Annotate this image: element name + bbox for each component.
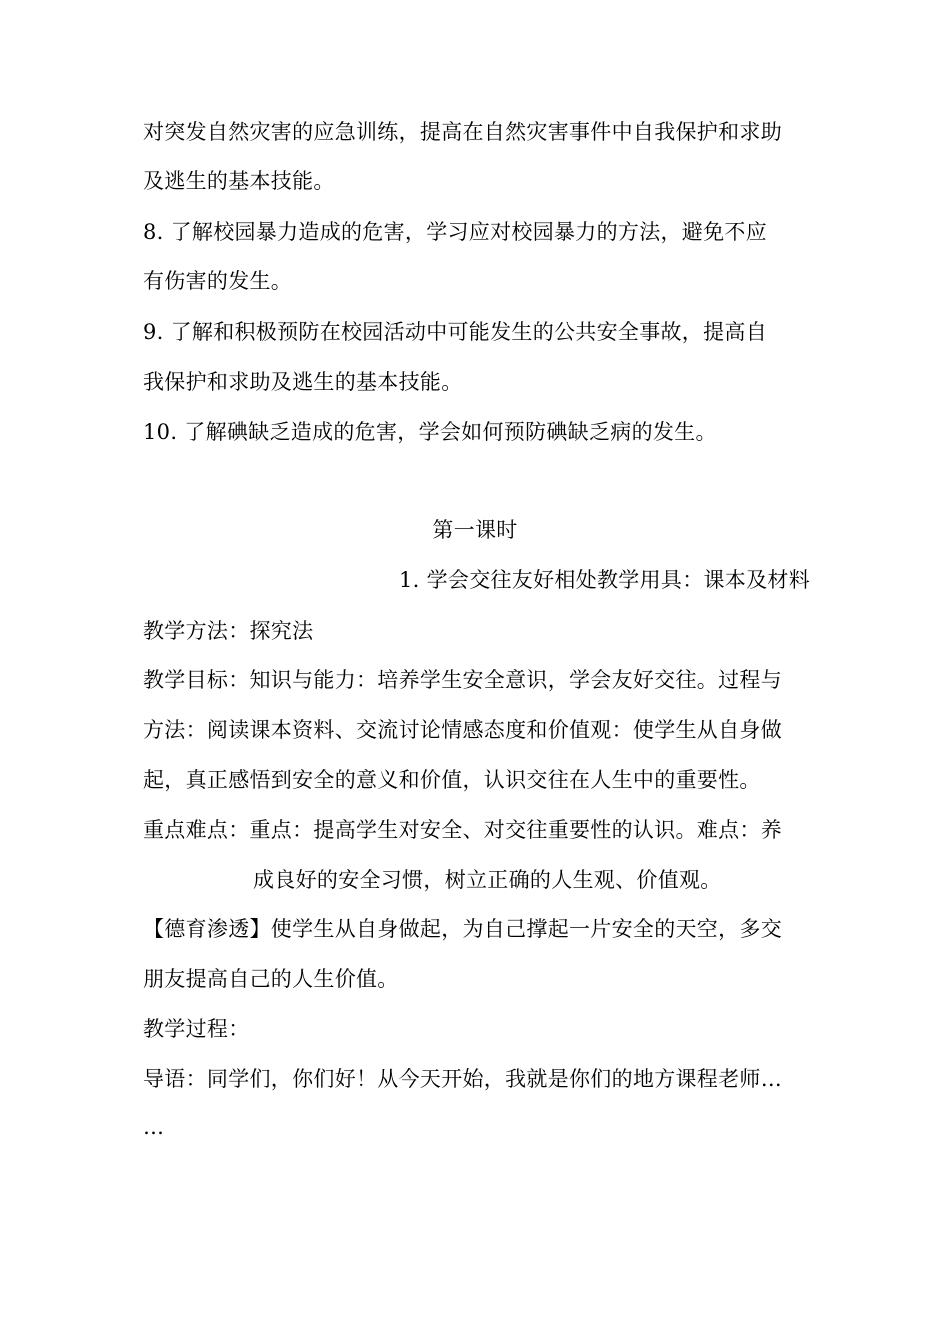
moral-education-line: 朋友提高自己的人生价值。	[143, 967, 399, 991]
intro-speech-line: 导语：同学们，你们好！从今天开始，我就是你们的地方课程老师…	[143, 1067, 782, 1091]
lesson-topic: 1. 学会交往友好相处教学用具：课本及材料	[398, 568, 810, 592]
list-item-8-line: 有伤害的发生。	[143, 269, 293, 293]
list-item-9-line: 我保护和求助及逃生的基本技能。	[143, 370, 463, 394]
moral-education-line: 【德育渗透】使学生从自身做起，为自己撑起一片安全的天空，多交	[143, 917, 782, 941]
teaching-method: 教学方法：探究法	[143, 619, 314, 643]
teaching-process-label: 教学过程：	[143, 1017, 250, 1041]
key-points-line: 成良好的安全习惯，树立正确的人生观、价值观。	[253, 868, 722, 892]
teaching-goals-line: 起，真正感悟到安全的意义和价值，认识交往在人生中的重要性。	[143, 768, 761, 792]
lesson-title: 第一课时	[432, 518, 518, 542]
intro-speech-line: …	[143, 1115, 165, 1139]
teaching-goals-line: 教学目标：知识与能力：培养学生安全意识，学会友好交往。过程与	[143, 668, 782, 692]
list-item-9-line: 9. 了解和积极预防在校园活动中可能发生的公共安全事故，提高自	[143, 320, 768, 344]
paragraph-line: 对突发自然灾害的应急训练，提高在自然灾害事件中自我保护和求助	[143, 120, 782, 144]
teaching-goals-line: 方法：阅读课本资料、交流讨论情感态度和价值观：使学生从自身做	[143, 718, 782, 742]
list-item-8-line: 8. 了解校园暴力造成的危害，学习应对校园暴力的方法，避免不应	[143, 220, 768, 244]
paragraph-line: 及逃生的基本技能。	[143, 169, 335, 193]
key-points-line: 重点难点：重点：提高学生对安全、对交往重要性的认识。难点：养	[143, 818, 782, 842]
list-item-10-line: 10. 了解碘缺乏造成的危害，学会如何预防碘缺乏病的发生。	[143, 420, 717, 444]
